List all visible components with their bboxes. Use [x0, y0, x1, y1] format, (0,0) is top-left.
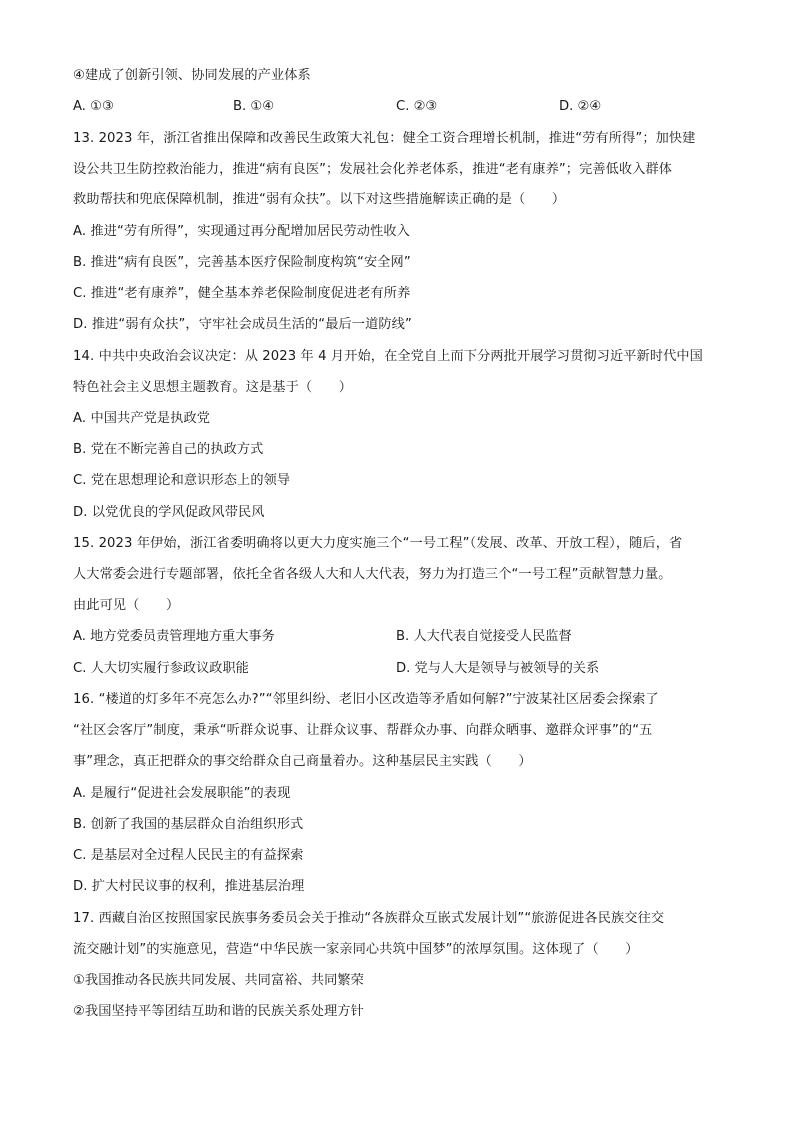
q15-stem-line-3: 由此可见（ ）: [73, 598, 180, 613]
q16-option-c: C. 是基层对全过程人民民主的有益探索: [73, 848, 304, 863]
prev-item-4: ④建成了创新引领、协同发展的产业体系: [73, 68, 311, 83]
prev-option-b: B. ①④: [233, 99, 275, 114]
q16-option-d: D. 扩大村民议事的权利，推进基层治理: [73, 879, 305, 894]
q16-option-a: A. 是履行“促进社会发展职能”的表现: [73, 786, 291, 801]
q17-item-2: ②我国坚持平等团结互助和谐的民族关系处理方针: [73, 1004, 364, 1019]
q13-option-c: C. 推进“老有康养”，健全基本养老保险制度促进老有所养: [73, 286, 411, 301]
q13-option-a: A. 推进“劳有所得”，实现通过再分配增加居民劳动性收入: [73, 224, 410, 239]
q15-stem-line-1: 15. 2023 年伊始，浙江省委明确将以更大力度实施三个“一号工程”（发展、改革、开放工程），随后，省: [73, 536, 683, 551]
q16-option-b: B. 创新了我国的基层群众自治组织形式: [73, 817, 304, 832]
q15-option-d: D. 党与人大是领导与被领导的关系: [396, 661, 600, 676]
q14-option-a: A. 中国共产党是执政党: [73, 411, 211, 426]
q16-stem-line-1: 16. “楼道的灯多年不亮怎么办?”“邻里纠纷、老旧小区改造等矛盾如何解?”宁波某社区居委会探索了: [73, 692, 659, 707]
q13-option-b: B. 推进“病有良医”，完善基本医疗保险制度构筑“安全网”: [73, 255, 411, 270]
q14-option-d: D. 以党优良的学风促政风带民风: [73, 505, 265, 520]
q13-option-d: D. 推进“弱有众扶”，守牢社会成员生活的“最后一道防线”: [73, 317, 412, 332]
prev-option-c: C. ②③: [396, 99, 438, 114]
q14-option-c: C. 党在思想理论和意识形态上的领导: [73, 473, 291, 488]
q17-stem-line-2: 流交融计划”的实施意见，营造“中华民族一家亲同心共筑中国梦”的浓厚氛围。这体现了（ ）: [73, 942, 639, 957]
q15-stem-line-2: 人大常委会进行专题部署，依托全省各级人大和人大代表，努力为打造三个“一号工程”贡献智慧力量。: [73, 567, 672, 582]
q15-option-a: A. 地方党委员责管理地方重大事务: [73, 629, 275, 644]
q14-stem-line-2: 特色社会主义思想主题教育。这是基于（ ）: [73, 380, 353, 395]
q17-stem-line-1: 17. 西藏自治区按照国家民族事务委员会关于推动“各族群众互嵌式发展计划”“旅游促进各民族交往交: [73, 911, 665, 926]
q16-stem-line-2: “社区会客厅”制度，秉承“听群众说事、让群众议事、帮群众办事、向群众晒事、邀群众评事”的“五: [73, 723, 653, 738]
q15-option-b: B. 人大代表自觉接受人民监督: [396, 629, 572, 644]
q13-stem-line-1: 13. 2023 年，浙江省推出保障和改善民生政策大礼包：健全工资合理增长机制，推进“劳有所得”；加快建: [73, 131, 696, 146]
q13-stem-line-2: 设公共卫生防控救治能力，推进“病有良医”；发展社会化养老体系，推进“老有康养”；完善低收入群体: [73, 162, 673, 177]
q16-stem-line-3: 事”理念，真正把群众的事交给群众自己商量着办。这种基层民主实践（ ）: [73, 754, 532, 769]
q15-option-c: C. 人大切实履行参政议政职能: [73, 661, 249, 676]
prev-option-a: A. ①③: [73, 99, 114, 114]
q13-stem-line-3: 救助帮扶和兜底保障机制，推进“弱有众扶”。以下对这些措施解读正确的是（ ）: [73, 192, 566, 207]
q14-stem-line-1: 14. 中共中央政治会议决定：从 2023 年 4 月开始，在全党自上而下分两批开展学习贯彻习近平新时代中国: [73, 349, 703, 364]
q17-item-1: ①我国推动各民族共同发展、共同富裕、共同繁荣: [73, 973, 364, 988]
q14-option-b: B. 党在不断完善自己的执政方式: [73, 442, 264, 457]
prev-option-d: D. ②④: [559, 99, 602, 114]
